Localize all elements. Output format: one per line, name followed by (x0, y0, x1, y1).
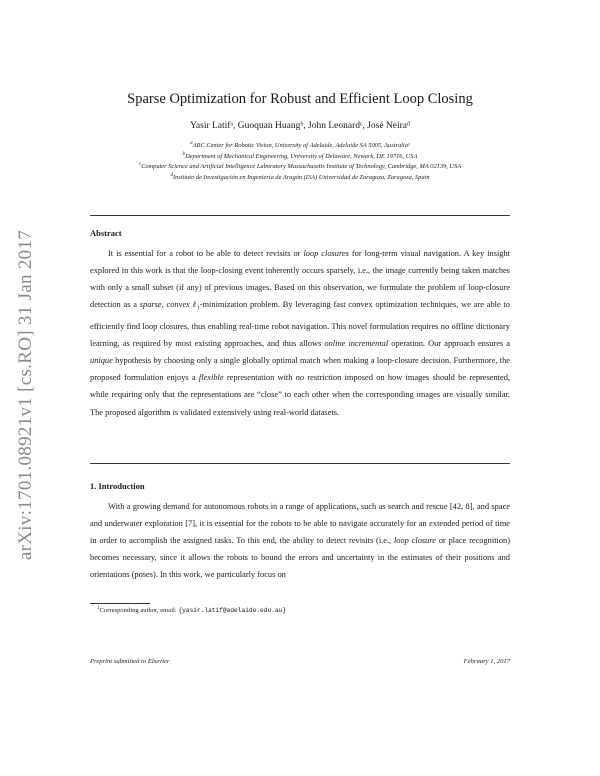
affiliation-b (40, 151, 560, 161)
section-heading-introduction: 1. Introduction (90, 481, 145, 491)
affiliation-mark: c (138, 162, 142, 167)
affiliation-mark: a (190, 141, 193, 146)
affiliation-mark: d (170, 173, 173, 178)
abstract-text: operation. Our approach ensures a (388, 339, 511, 349)
abstract-text: representation with (223, 373, 296, 383)
abstract-text: -minimization problem. By leveraging fast convex optimization techniques, we are able to efficiently find loop closures, thus enabling real-time robot navigation. This novel formulation requires no offline dictionary learning, as required by most existing approaches, and thus allows (90, 300, 510, 349)
abstract-top-rule (90, 215, 510, 216)
arxiv-stamp-text: arXiv:1701.08921v1 [cs.RO] 31 Jan 2017 (15, 229, 36, 561)
abstract-bottom-rule (90, 463, 510, 464)
intro-text: or place recognition) becomes necessary, since it allows the robots to bound the errors and uncertainty in the estimates of their positions and orientations (poses). In this work, we particularly focus on (90, 536, 511, 580)
abstract-emph: sparse, convex ℓ (139, 300, 197, 310)
abstract-text: hypothesis by choosing only a single globally optimal match when making a loop-closure decision. Furthermore, the proposed formulation enjoys a (90, 356, 510, 383)
paper-title: Sparse Optimization for Robust and Efficient Loop Closing (127, 91, 473, 107)
footnote-mark: 1 (97, 606, 100, 611)
abstract-emph: unique (90, 356, 113, 366)
affiliation-mark: b (182, 152, 186, 157)
abstract-emph: loop closures (303, 249, 349, 258)
affiliation-c (40, 161, 560, 171)
abstract-body (90, 245, 510, 421)
introduction-body (90, 498, 510, 583)
affiliation-text: Department of Mechanical Engineering, University of Delaware, Newark, DE 19716, USA (185, 153, 418, 161)
abstract-heading: Abstract (90, 228, 122, 238)
intro-text: With a growing demand for autonomous robots in a range of applications, such as search and rescue [42, 8], and space and underwater exploration [7], it is essential for the robots to be able to navigate accurately for an extended period of time in order to accomplish the assigned tasks. To this end, the ability to detect revisits (i.e., (90, 502, 510, 546)
author-list: Yasir Latifᵃ, Guoquan Huangᵇ, John Leonardᶜ, José Neiraᵈ (190, 121, 410, 131)
footer-date: February 1, 2017 (463, 658, 510, 665)
footnote-email[interactable]: {yasir.latif@adelaide.edu.au} (178, 607, 287, 615)
footer-preprint: Preprint submitted to Elsevier (90, 658, 170, 665)
footnote-rule (90, 603, 150, 604)
intro-emph: loop closure (393, 536, 437, 546)
abstract-text: for long-term visual navigation. A key insight explored in this work is that the loop-closing event inherently occurs sparsely, i.e., the image currently being taken matches with only a small subset (if any) of previous images. Based on this observation, we formulate the problem of loop-closure detection as a (90, 249, 510, 310)
abstract-subscript: 1 (196, 305, 200, 312)
affiliation-text: ARC Center for Robotic Vision, University of Adelaide, Adelaide SA 5005, Australia¹ (192, 142, 410, 150)
abstract-text: It is essential for a robot to be able to detect revisits or (108, 249, 304, 258)
abstract-emph: no (295, 373, 305, 383)
affiliation-a (40, 140, 560, 150)
abstract-emph: flexible (198, 373, 224, 383)
abstract-text: restriction imposed on how images should be represented, while requiring only that the representations are “close” to each other when the corresponding images are visually similar. The proposed algorithm is validated extensively using real-world datasets. (90, 373, 511, 417)
footnote (97, 606, 286, 614)
affiliation-d (40, 172, 560, 182)
affiliation-text: Instituto de Investigación en Ingeniería de Aragón (I3A) Universidad de Zaragoza, Zaragoza, Spain (172, 174, 430, 182)
abstract-emph: online incremental (324, 339, 389, 349)
footnote-text: Corresponding author, email: (99, 607, 179, 615)
affiliation-text: Computer Science and Artificial Intelligence Laboratory Massachusetts Institute of Technology, Cambridge, MA 02139, USA (141, 163, 462, 171)
